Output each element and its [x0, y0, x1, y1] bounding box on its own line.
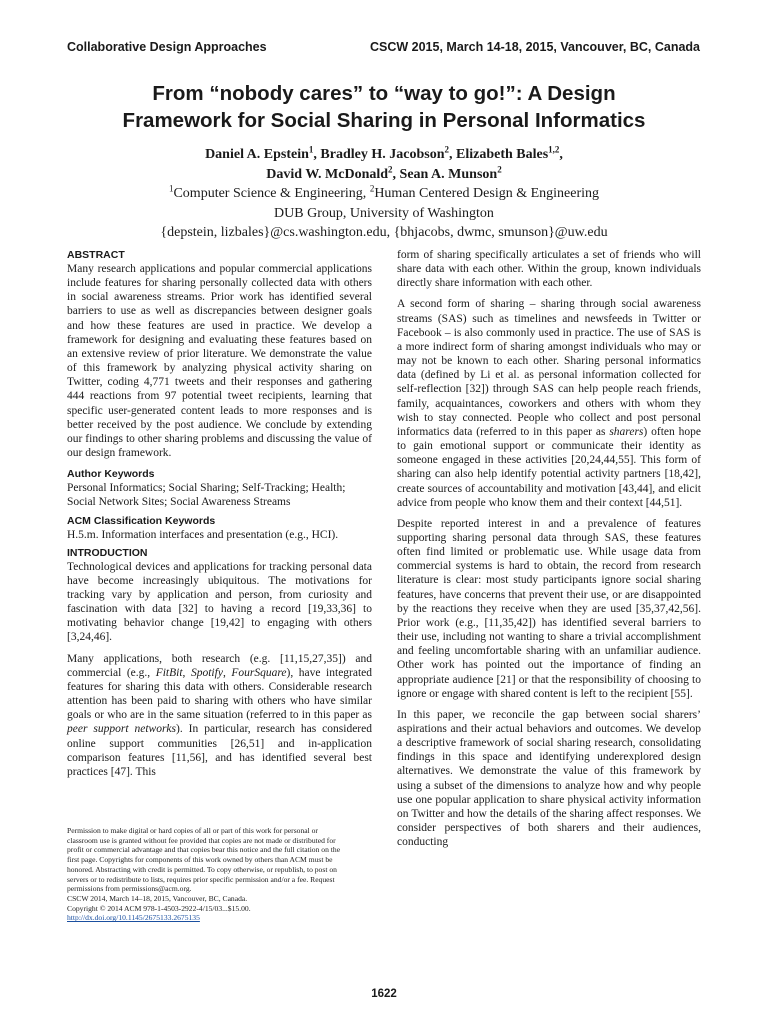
body-paragraph-4: In this paper, we reconcile the gap between social sharers’ aspirations and their actual behaviors and outcomes. We develop a descriptive framework of social sharing research, consolidating findings in this space and identifying underexplored design alternatives. We demonstrate the value of this framework by using a subset of the dimensions to analyze how and why people use one popular application to share physical activity information on Twitter and how the details of the sharing affect responses. We consider perspectives of both sharers and their audiences, conducting	[397, 708, 701, 849]
author-line-2: David W. McDonald$^2$, Sean A. Munson$^2$	[266, 163, 502, 182]
body-paragraph-1: form of sharing specifically articulates a set of friends who will share data with each other. Within the group, known individuals directly share information with each other.	[397, 249, 701, 290]
left-column	[67, 248, 372, 786]
author-name: David W. McDonald	[266, 166, 389, 182]
author-affiliation-mark: 2	[444, 144, 449, 155]
paper-title	[40, 80, 728, 134]
introduction-heading: INTRODUCTION	[67, 546, 148, 559]
title-line-1: From “nobody cares” to “way to go!”: A Design	[152, 82, 616, 105]
author-affiliation-mark: 2	[388, 163, 393, 174]
author-keywords-heading: Author Keywords	[67, 468, 155, 481]
running-header-right: CSCW 2015, March 14-18, 2015, Vancouver, BC, Canada	[369, 40, 700, 54]
running-header-left: Collaborative Design Approaches	[67, 40, 267, 54]
author-affiliation-mark: 1,2	[548, 144, 560, 155]
title-line-2: Framework for Social Sharing in Personal Informatics	[122, 109, 646, 132]
author-affiliation-mark: 1	[308, 144, 314, 155]
doi-link[interactable]: http://dx.doi.org/10.1145/2675133.2675135	[67, 913, 200, 923]
introduction-paragraph-1: Technological devices and applications for tracking personal data have become increasingly ubiquitous. The motivations for tracking vary by application and person, from curiosity and fascination with data [32] to having a record [19,33,36] to motivating behavior change [19,42] to engaging with others [3,24,46].	[67, 560, 372, 644]
abstract-heading: ABSTRACT	[67, 249, 125, 261]
acm-keywords-text: H.5.m. Information interfaces and presentation (e.g., HCI).	[67, 528, 339, 541]
page-number: 1622	[371, 988, 397, 1000]
right-column	[397, 248, 701, 856]
abstract-text: Many research applications and popular commercial applications include features for sharing personally collected data with others in social awareness streams. Prior work has identified several barriers to use as well as discrepancies between designer goals and how these features are used in practice. We develop a framework for designing and evaluating these features based on an extensive review of prior literature. We demonstrate the value of this framework by analyzing physical activity sharing on Twitter, coding 4,771 tweets and their responses and gathering 444 reactions from 97 potential tweet recipients, learning that specific user-generated content leads to more responses and is better received by the post audience. We conclude by extending our findings to other sharing problems and discussing the value of our design framework.	[67, 263, 372, 460]
introduction-paragraph-2: Many applications, both research (e.g. [11,15,27,35]) and commercial (e.g., FitBit, Spotify, FourSquare), have integrated features for sharing this data with others. Considerable research attention has been paid to sharing with others who have similar goals or who are in the same situation (referred to in this paper as peer support networks). In particular, research has considered online support communities [26,51] and in-application comparison features [11,56], and has identified several best practices [47]. This	[67, 652, 373, 778]
author-emails: {depstein, lizbales}@cs.washington.edu, {bhjacobs, dwmc, smunson}@uw.edu	[160, 225, 608, 240]
affiliation-group: DUB Group, University of Washington	[274, 205, 494, 221]
author-affiliation-mark: 2	[497, 163, 502, 174]
affiliation-1: Computer Science & Engineering,	[173, 186, 367, 201]
author-line-1: Daniel A. Epstein$^1$, Bradley H. Jacobson$^2$, Elizabeth Bales$^{1,2}$,	[205, 144, 563, 162]
body-paragraph-2: A second form of sharing – sharing through social awareness streams (SAS) such as timelines and newsfeeds in Twitter or Facebook – is also commonly used in practice. The use of SAS is a more indirect form of sharing amongst individuals who may or may not be known to each other. Sharing personal informatics data (defined by Li et al. as personal information collected for self-reflection [32]) through SAS can help people reach friends, family, acquaintances, coworkers and others with whom they wish to stay connected. People who collect and post personal informatics data (referred to in this paper as sharers) often hope to gain emotional support or communicate their identity as someone engaged in these activities [20,24,44,55]. This form of sharing can also help identify potential activity partners [18,42], create sources of accountability and motivation [43,44], and elicit advice from people who know them and their context [44,51].	[397, 298, 701, 509]
affiliation-2: Human Centered Design & Engineering	[374, 186, 600, 201]
author-name: Bradley H. Jacobson	[320, 147, 445, 162]
copyright-block: Permission to make digital or hard copies of all or part of this work for personal or classroom use is granted without fee provided that copies are not made or distributed for profit or commercial advantage and that copies bear this notice and the full citation on the first page. Copyrights for components of this work owned by others than ACM must be honored. Abstracting with credit is permitted. To copy otherwise, or republish, to post on servers or to redistribute to lists, requires prior specific permission and/or a fee. Request permissions from permissions@acm.org. CSCW 2014, March 14–18, 2015, Vancouver, BC, Canada. Copyright © 2014 ACM 978-1-4503-2922-4/15/03...$15.00. http://dx.doi.org/10.1145/2675133.2675135	[67, 826, 372, 923]
author-name: Daniel A. Epstein	[205, 147, 309, 162]
author-name: Elizabeth Bales	[456, 147, 549, 162]
author-name: Sean A. Munson	[399, 166, 498, 182]
author-keywords-text: Personal Informatics; Social Sharing; Self-Tracking; Health; Social Network Sites; Social Awareness Streams	[67, 482, 346, 509]
acm-keywords-heading: ACM Classification Keywords	[67, 514, 216, 527]
affiliation-line: $^1$Computer Science & Engineering, $^2$Human Centered Design & Engineering	[168, 183, 600, 201]
author-block	[40, 145, 728, 243]
body-paragraph-3: Despite reported interest in and a prevalence of features supporting sharing personal data through SAS, these features often find limited or problematic use. While usage data from commercial systems is hard to obtain, the record from research literature is clear: most study participants ignore social sharing features, have concerns that prevent their use, or are disappointed by the reactions they receive when they are used [35,37,42,56]. Prior work (e.g., [11,35,42]) has identified several barriers to their use, including not wanting to share a trivial accomplishment and feeling uncomfortable sharing with an unfamiliar audience. Other work has pointed out the importance of finding an appropriate audience [21] or that the responsibility of choosing to ignore or engage with shared content is left to the recipient [55].	[397, 517, 701, 700]
